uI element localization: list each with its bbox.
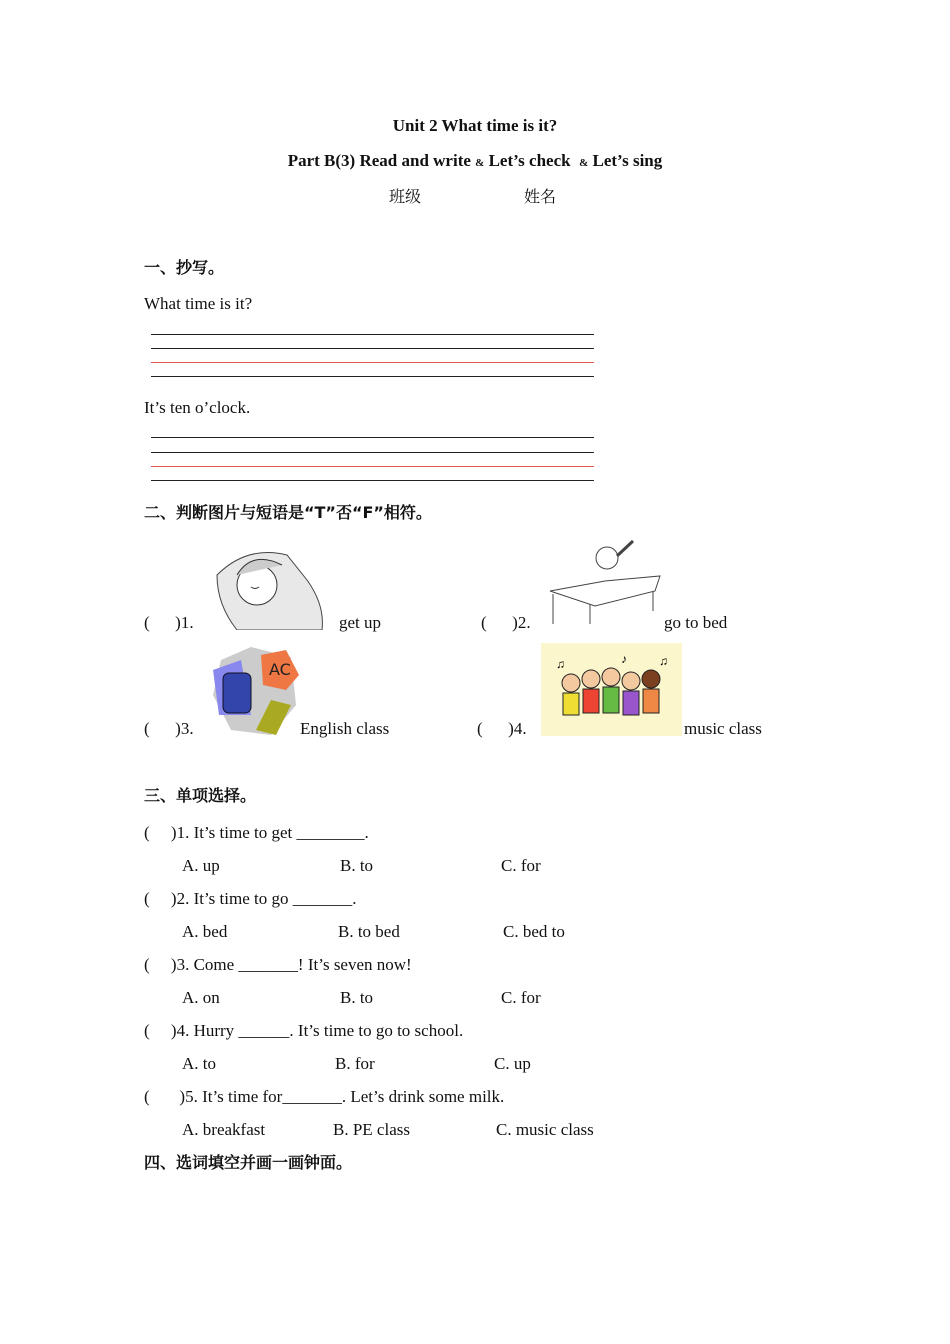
- option-b[interactable]: B. to: [340, 856, 374, 875]
- option-c[interactable]: C. for: [501, 856, 541, 875]
- option-a[interactable]: A. to: [182, 1054, 216, 1073]
- copy-sentence-1: What time is it?: [144, 294, 253, 313]
- writing-line-red[interactable]: [151, 362, 594, 363]
- writing-line-red[interactable]: [151, 466, 594, 467]
- page-subtitle: [0, 151, 950, 173]
- ampersand: &: [475, 157, 485, 169]
- question-1: ( )1. It’s time to get ________.: [144, 823, 369, 842]
- school-bag-image: [211, 645, 301, 737]
- section2-heading: 二、判断图片与短语是“T”否“F”相符。: [144, 503, 432, 522]
- question-4: ( )4. Hurry ______. It’s time to go to school.: [144, 1021, 464, 1040]
- option-c[interactable]: C. music class: [496, 1120, 594, 1139]
- question-3: ( )3. Come _______! It’s seven now!: [144, 955, 412, 974]
- option-c[interactable]: C. up: [494, 1054, 531, 1073]
- option-b[interactable]: B. to bed: [338, 922, 400, 941]
- option-a[interactable]: A. bed: [182, 922, 228, 941]
- option-c[interactable]: C. bed to: [503, 922, 565, 941]
- svg-text:♪: ♪: [621, 652, 627, 666]
- copy-sentence-2: It’s ten o’clock.: [144, 398, 251, 417]
- svg-text:♫: ♫: [556, 657, 565, 671]
- phrase: English class: [300, 719, 390, 738]
- subtitle-part: Part B(3) Read and write: [287, 151, 471, 170]
- item-number[interactable]: ( )1.: [144, 613, 194, 632]
- question-2: ( )2. It’s time to go _______.: [144, 889, 357, 908]
- phrase: go to bed: [664, 613, 728, 632]
- singing-kids-image: [541, 643, 682, 736]
- option-b[interactable]: B. for: [335, 1054, 375, 1073]
- item-number[interactable]: ( )4.: [477, 719, 527, 738]
- question-5: ( )5. It’s time for_______. Let’s drink some milk.: [144, 1087, 505, 1106]
- phrase: get up: [339, 613, 382, 632]
- subtitle-check: Let’s check: [488, 151, 571, 170]
- option-b[interactable]: B. PE class: [333, 1120, 410, 1139]
- sleeping-boy-image: [207, 535, 327, 630]
- item-number[interactable]: ( )2.: [481, 613, 531, 632]
- item-number[interactable]: ( )3.: [144, 719, 194, 738]
- section3-heading: 三、单项选择。: [144, 786, 257, 805]
- writing-line[interactable]: [151, 376, 594, 377]
- writing-line[interactable]: [151, 452, 594, 453]
- waking-boy-image: [545, 536, 663, 628]
- svg-text:AC: AC: [269, 660, 291, 679]
- section4-heading: 四、选词填空并画一画钟面。: [144, 1153, 353, 1172]
- option-c[interactable]: C. for: [501, 988, 541, 1007]
- ampersand: &: [579, 157, 589, 169]
- subtitle-sing: Let’s sing: [592, 151, 663, 170]
- name-label: 姓名: [524, 187, 557, 206]
- section1-heading: 一、抄写。: [144, 258, 225, 277]
- phrase: music class: [684, 719, 762, 738]
- class-label: 班级: [389, 187, 422, 206]
- option-a[interactable]: A. up: [182, 856, 220, 875]
- page-title: Unit 2 What time is it?: [392, 116, 558, 135]
- option-a[interactable]: A. breakfast: [182, 1120, 266, 1139]
- option-a[interactable]: A. on: [182, 988, 220, 1007]
- writing-line[interactable]: [151, 480, 594, 481]
- writing-line[interactable]: [151, 437, 594, 438]
- writing-line[interactable]: [151, 348, 594, 349]
- writing-line[interactable]: [151, 334, 594, 335]
- svg-text:♫: ♫: [659, 654, 668, 668]
- option-b[interactable]: B. to: [340, 988, 374, 1007]
